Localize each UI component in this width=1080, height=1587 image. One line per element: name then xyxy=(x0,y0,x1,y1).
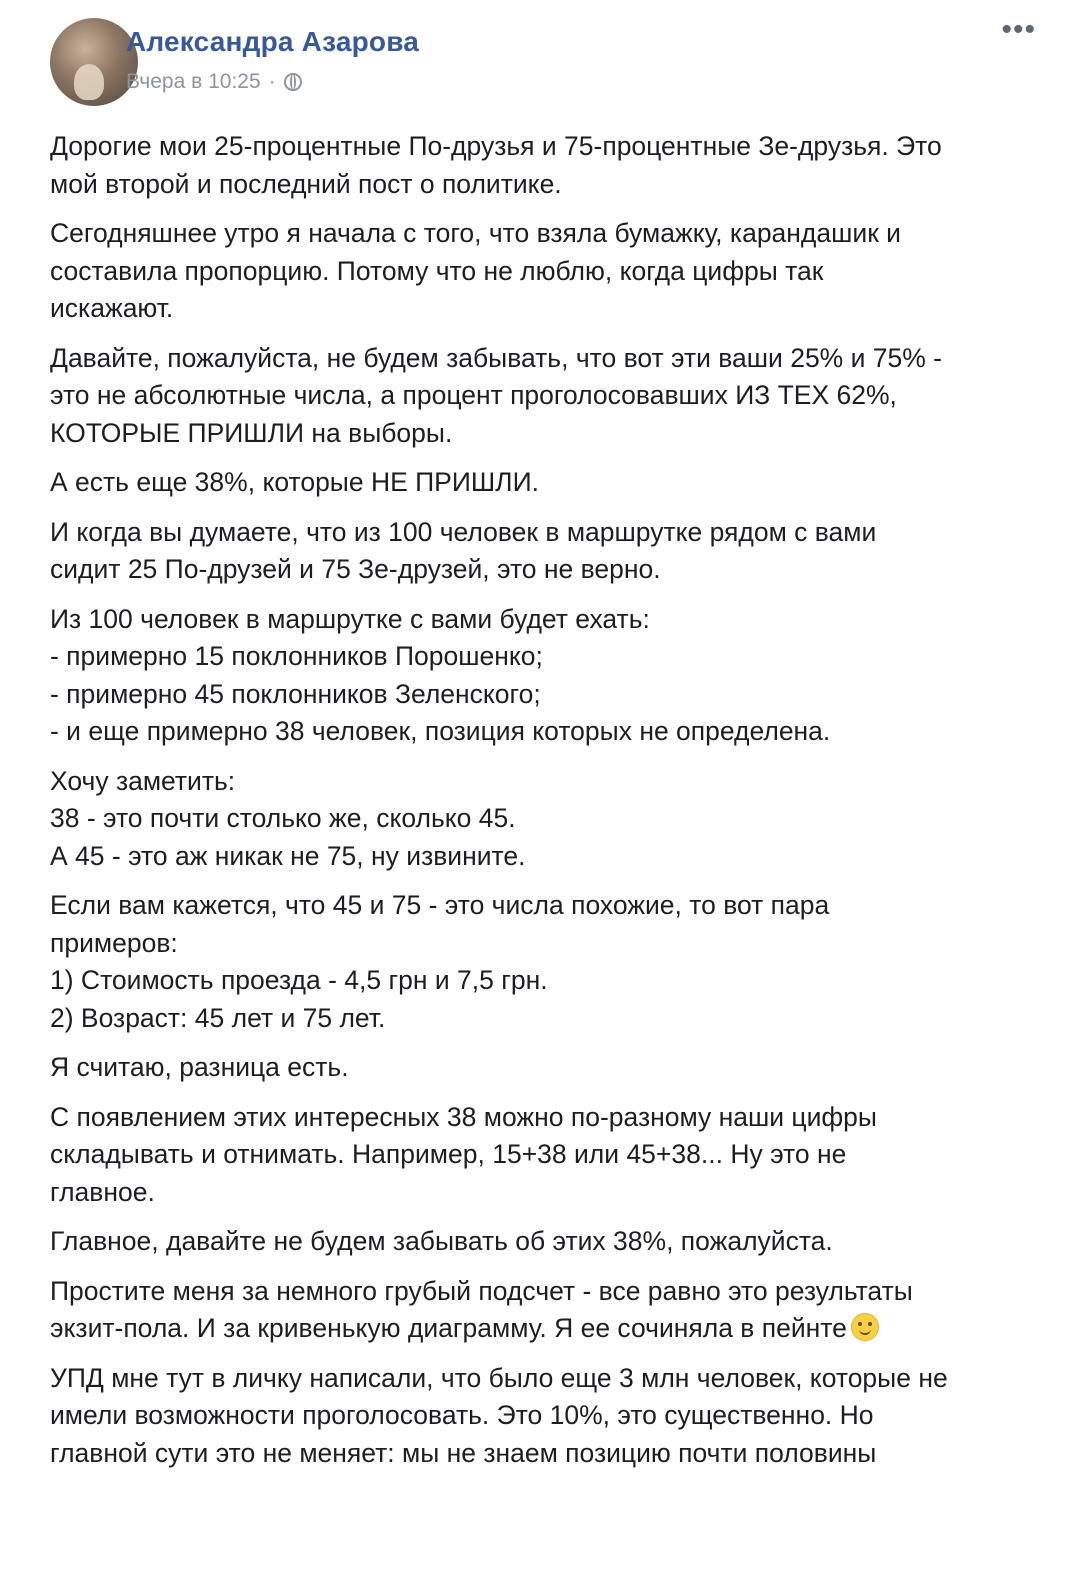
post-text-line: 1) Стоимость проезда - 4,5 грн и 7,5 грн. xyxy=(50,965,548,995)
post-paragraph xyxy=(50,601,1030,751)
post-text-line: - и еще примерно 38 человек, позиция которых не определена. xyxy=(50,716,831,746)
post-text-line: 2) Возраст: 45 лет и 75 лет. xyxy=(50,1002,386,1033)
post-paragraph xyxy=(50,1223,1030,1261)
post-text-line: Давайте, пожалуйста, не будем забывать, что вот эти ваши 25% и 75% - xyxy=(50,342,942,373)
globe-icon xyxy=(284,73,302,91)
post-paragraph xyxy=(50,1049,1030,1087)
author-name-link[interactable]: Александра Азарова xyxy=(126,26,420,57)
post-text-line: имели возможности проголосовать. Это 10%, это существенно. Но xyxy=(50,1400,874,1430)
post-text-line: КОТОРЫЕ ПРИШЛИ на выборы. xyxy=(50,417,453,448)
post-text-line: УПД мне тут в личку написали, что было еще 3 млн человек, которые не xyxy=(50,1362,948,1393)
author-avatar[interactable] xyxy=(50,18,138,106)
post-timestamp-link[interactable]: Вчера в 10:25 xyxy=(126,70,261,93)
post-header xyxy=(50,13,1036,118)
post-text-line: экзит-пола. И за кривенькую диаграмму. Я ее сочиняла в пейнте xyxy=(50,1310,1030,1348)
post-text-line: Я считаю, разница есть. xyxy=(50,1052,349,1082)
post-text-line: Сегодняшнее утро я начала с того, что взяла бумажку, карандашик и xyxy=(50,218,901,248)
post-meta: Вчера в 10:25 · xyxy=(126,70,302,94)
post-text-line: Из 100 человек в маршрутке с вами будет ехать: xyxy=(50,603,650,634)
post-text-line: Дорогие мои 25-процентные По-друзья и 75-процентные Зе-друзья. Это xyxy=(50,131,942,161)
post-paragraph xyxy=(50,763,1030,876)
post-paragraph xyxy=(50,340,1030,453)
post-text-line: Хочу заметить: xyxy=(50,765,236,796)
post-body xyxy=(50,128,1030,1472)
post-text-line: Главное, давайте не будем забывать об этих 38%, пожалуйста. xyxy=(50,1226,833,1256)
post-text-line: главной сути это не меняет: мы не знаем позицию почти половины xyxy=(50,1437,877,1468)
more-options-button[interactable]: ••• xyxy=(1001,13,1036,46)
post-text-line: А 45 - это аж никак не 75, ну извините. xyxy=(50,840,526,871)
post-text-line: С появлением этих интересных 38 можно по-разному наши цифры xyxy=(50,1101,877,1132)
post-text-line: складывать и отнимать. Например, 15+38 или 45+38... Ну это не xyxy=(50,1139,847,1169)
post-paragraph xyxy=(50,1360,1030,1473)
post-text-line: примеров: xyxy=(50,927,178,958)
post-paragraph xyxy=(50,215,1030,328)
post-text-line: - примерно 45 поклонников Зеленского; xyxy=(50,678,541,709)
post-text-line: Если вам кажется, что 45 и 75 - это числа похожие, то вот пара xyxy=(50,890,830,920)
post-text-line: И когда вы думаете, что из 100 человек в маршрутке рядом с вами xyxy=(50,516,877,547)
post-text-line: Простите меня за немного грубый подсчет - все равно это результаты xyxy=(50,1275,913,1306)
post-text-line: А есть еще 38%, которые НЕ ПРИШЛИ. xyxy=(50,467,539,497)
post-text-line: составила пропорцию. Потому что не люблю, когда цифры так xyxy=(50,255,824,286)
post-paragraph xyxy=(50,128,1030,203)
post-paragraph xyxy=(50,1273,1030,1348)
post-text-line: главное. xyxy=(50,1176,155,1207)
post-paragraph xyxy=(50,1099,1030,1212)
post-text-line: это не абсолютные числа, а процент проголосовавших ИЗ ТЕХ 62%, xyxy=(50,380,897,410)
smile-emoji-icon xyxy=(851,1313,879,1341)
post-text-line: искажают. xyxy=(50,293,174,323)
post-text-line: мой второй и последний пост о политике. xyxy=(50,168,562,199)
post-paragraph xyxy=(50,514,1030,589)
post-text-line: 38 - это почти столько же, сколько 45. xyxy=(50,803,516,833)
post-paragraph xyxy=(50,887,1030,1037)
post-paragraph xyxy=(50,464,1030,502)
post-text-line: сидит 25 По-друзей и 75 Зе-друзей, это не верно. xyxy=(50,554,661,584)
post-text-line: - примерно 15 поклонников Порошенко; xyxy=(50,641,543,671)
